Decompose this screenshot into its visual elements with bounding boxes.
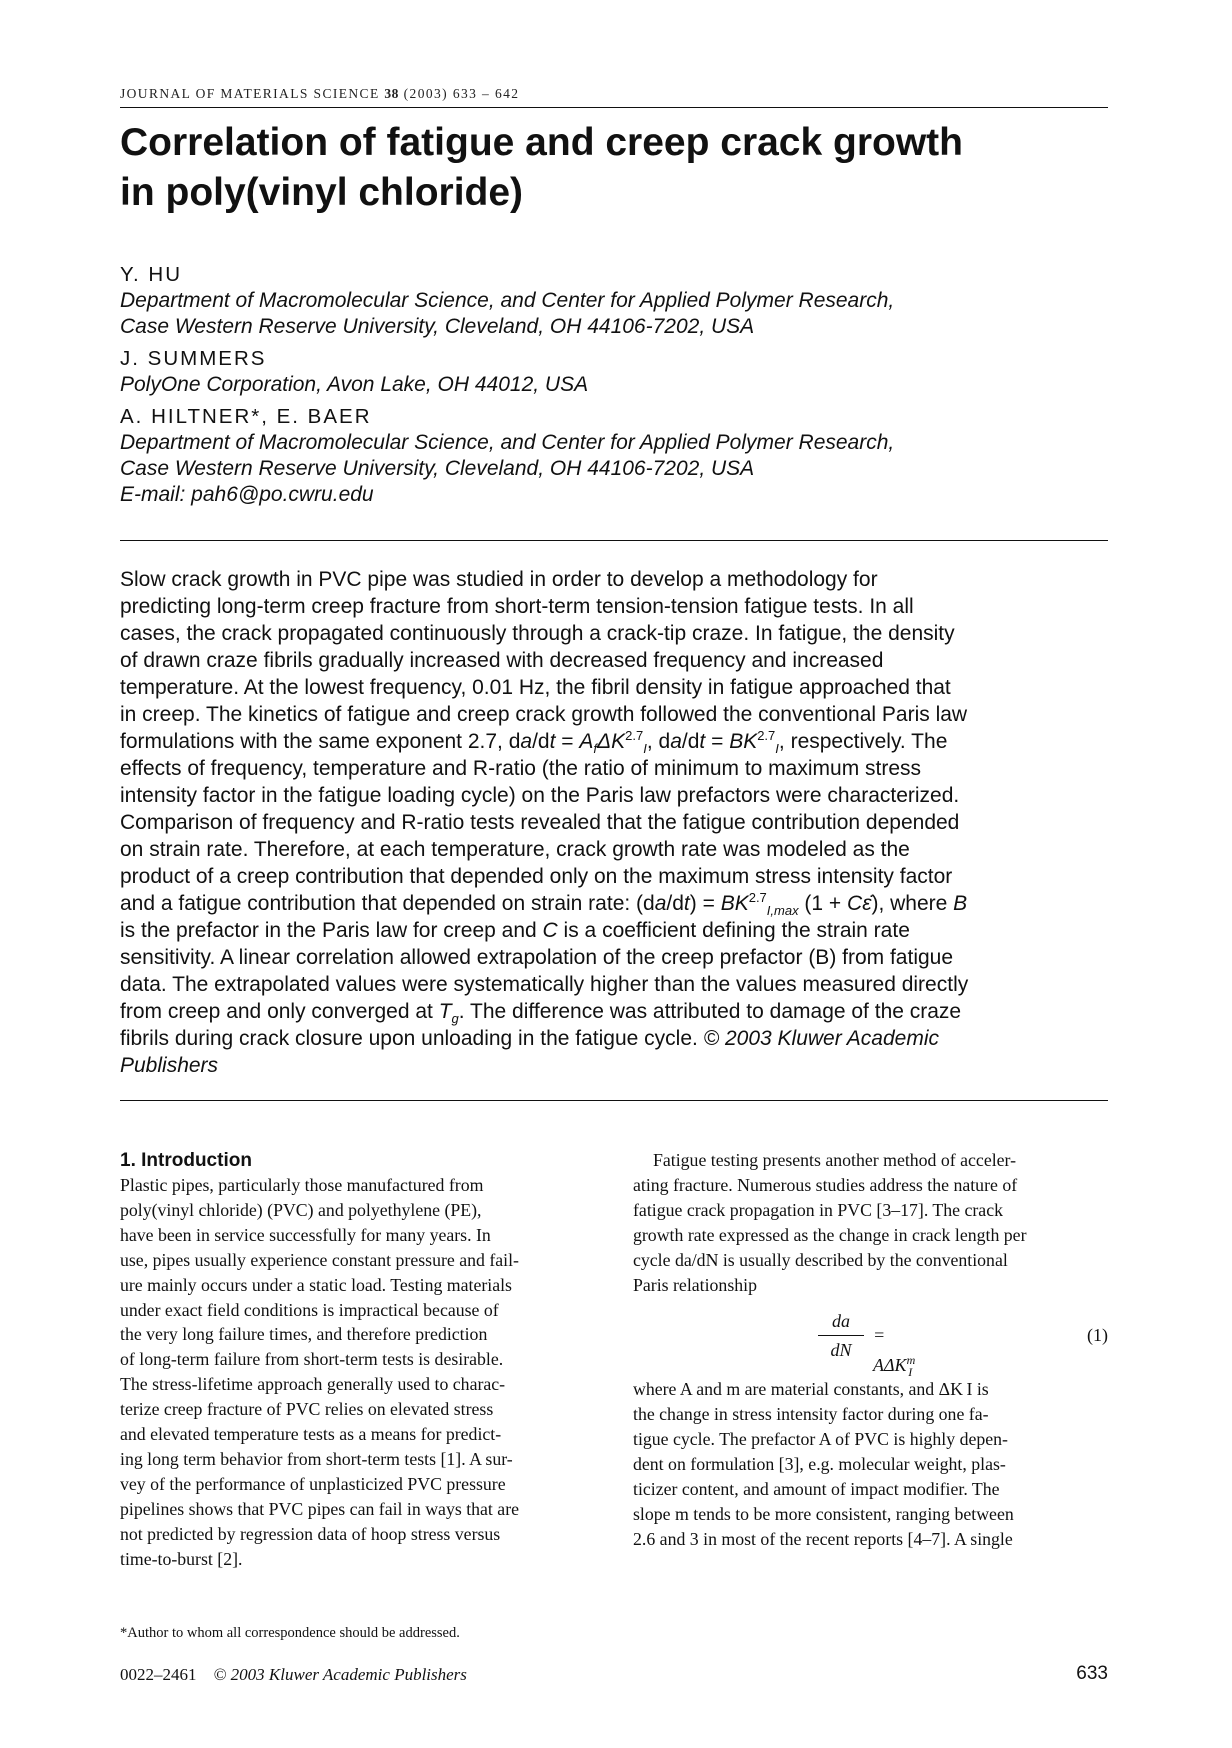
body-line: slope m tends to be more consistent, ranging between xyxy=(633,1503,1014,1524)
paper-title xyxy=(120,118,1108,218)
author-entry xyxy=(120,262,1108,340)
body-line: of long-term failure from short-term tests is desirable. xyxy=(120,1349,504,1370)
body-line: ticizer content, and amount of impact modifier. The xyxy=(633,1479,1000,1500)
abstract-line: on strain rate. Therefore, at each temperature, crack growth rate was modeled as the xyxy=(120,838,910,861)
footer-citation xyxy=(120,1665,467,1685)
fraction-denominator: dN xyxy=(830,1340,852,1361)
title-line-2: in poly(vinyl chloride) xyxy=(120,171,524,214)
abstract-line: product of a creep contribution that depended only on the maximum stress intensity factor xyxy=(120,865,953,888)
abstract-line: sensitivity. A linear correlation allowed extrapolation of the creep prefactor (B) from fatigue xyxy=(120,946,954,969)
body-line: Paris relationship xyxy=(633,1274,757,1295)
abstract-line: intensity factor in the fatigue loading cycle) on the Paris law prefactors were characterized. xyxy=(120,784,960,807)
body-line: growth rate expressed as the change in crack length per xyxy=(633,1224,1027,1245)
fraction-bar xyxy=(818,1335,864,1336)
body-line: Fatigue testing presents another method of acceler- xyxy=(653,1150,1017,1170)
abstract-line: and a fatigue contribution that depended on strain rate: $(da/dt) = BK^{2.7}_{I,max}$ (1 + Cε̇), where B xyxy=(120,890,968,919)
title-line-1: Correlation of fatigue and creep crack growth xyxy=(120,121,963,164)
abstract-bottom-rule xyxy=(120,1100,1108,1101)
author-name: J. SUMMERS xyxy=(120,347,267,370)
abstract xyxy=(120,566,1108,1079)
body-line: and elevated temperature tests as a means for predict- xyxy=(120,1424,502,1445)
issn: 0022–2461 xyxy=(120,1665,197,1684)
author-entry xyxy=(120,346,1108,398)
abstract-line: cases, the crack propagated continuously through a crack-tip craze. In fatigue, the density xyxy=(120,622,955,645)
journal-volume: 38 xyxy=(384,86,399,101)
left-column xyxy=(120,1148,595,1572)
abstract-line: fibrils during crack closure upon unloading in the fatigue cycle. © 2003 Kluwer Academic xyxy=(120,1027,939,1050)
author-name: A. HILTNER*, E. BAER xyxy=(120,405,372,428)
body-line: fatigue crack propagation in PVC [3–17]. The crack xyxy=(633,1199,1003,1220)
abstract-line: in creep. The kinetics of fatigue and creep crack growth followed the conventional Paris law xyxy=(120,703,968,726)
body-line: Plastic pipes, particularly those manufactured from xyxy=(120,1175,484,1195)
author-email: E-mail: pah6@po.cwru.edu xyxy=(120,483,374,506)
author-list xyxy=(120,262,1108,514)
journal-name: JOURNAL OF MATERIALS SCIENCE xyxy=(120,86,380,101)
abstract-line: Publishers xyxy=(120,1054,219,1077)
abstract-line: of drawn craze fibrils gradually increased with decreased frequency and increased xyxy=(120,649,884,672)
footnote: *Author to whom all correspondence should be addressed. xyxy=(120,1625,460,1641)
abstract-line: temperature. At the lowest frequency, 0.01 Hz, the fibril density in fatigue approached that xyxy=(120,676,951,699)
body-line: tigue cycle. The prefactor A of PVC is highly depen- xyxy=(633,1429,1008,1450)
body-line: the very long failure times, and therefore prediction xyxy=(120,1324,488,1345)
footer-copyright: © 2003 Kluwer Academic Publishers xyxy=(213,1665,467,1684)
author-affiliation: Department of Macromolecular Science, and Center for Applied Polymer Research, xyxy=(120,289,895,312)
abstract-line: Slow crack growth in PVC pipe was studied in order to develop a methodology for xyxy=(120,568,878,591)
journal-year-pages: (2003) 633 – 642 xyxy=(403,86,520,101)
body-line: pipelines shows that PVC pipes can fail in ways that are xyxy=(120,1498,520,1519)
abstract-line: formulations with the same exponent 2.7, $da/dt = A_f\Delta K^{2.7}_I$, $da/dt = BK^{2.7}_I$, respectively. The xyxy=(120,728,948,757)
body-line: 2.6 and 3 in most of the recent reports [4–7]. A single xyxy=(633,1528,1013,1549)
abstract-line: effects of frequency, temperature and R-ratio (the ratio of minimum to maximum stress xyxy=(120,757,922,780)
abstract-line: data. The extrapolated values were systematically higher than the values measured directly xyxy=(120,973,969,996)
abstract-line: Comparison of frequency and R-ratio tests revealed that the fatigue contribution depended xyxy=(120,811,960,834)
author-name: Y. HU xyxy=(120,263,183,286)
body-line: ing long term behavior from short-term tests [1]. A sur- xyxy=(120,1448,513,1469)
abstract-line: is the prefactor in the Paris law for creep and C is a coefficient defining the strain rate xyxy=(120,919,910,942)
page-number: 633 xyxy=(1076,1663,1108,1684)
body-line: time-to-burst [2]. xyxy=(120,1548,243,1569)
author-affiliation: Department of Macromolecular Science, and Center for Applied Polymer Research, xyxy=(120,431,895,454)
abstract-line: predicting long-term creep fracture from short-term tension-tension fatigue tests. In all xyxy=(120,595,914,618)
section-heading: 1. Introduction xyxy=(120,1150,252,1171)
equation-1 xyxy=(633,1305,1108,1379)
body-line: dent on formulation [3], e.g. molecular weight, plas- xyxy=(633,1454,1006,1475)
abstract-top-rule xyxy=(120,540,1108,541)
right-column xyxy=(633,1148,1108,1552)
header-rule xyxy=(120,107,1108,108)
fraction-numerator: da xyxy=(832,1311,850,1332)
body-line: where A and m are material constants, and ΔK I is xyxy=(633,1379,989,1400)
body-line: poly(vinyl chloride) (PVC) and polyethylene (PE), xyxy=(120,1199,482,1220)
equation-rhs: = $A\Delta K^m_I$ xyxy=(873,1325,916,1379)
body-line: not predicted by regression data of hoop stress versus xyxy=(120,1523,501,1544)
abstract-line: from creep and only converged at $T_g$. The difference was attributed to damage of the craze xyxy=(120,1000,962,1027)
body-line: under exact field conditions is impractical because of xyxy=(120,1299,499,1320)
author-affiliation: Case Western Reserve University, Cleveland, OH 44106-7202, USA xyxy=(120,457,755,480)
body-line: vey of the performance of unplasticized PVC pressure xyxy=(120,1473,506,1494)
body-line: terize creep fracture of PVC relies on elevated stress xyxy=(120,1399,494,1420)
body-line: ure mainly occurs under a static load. Testing materials xyxy=(120,1274,512,1295)
body-line: the change in stress intensity factor during one fa- xyxy=(633,1404,989,1425)
author-entry xyxy=(120,404,1108,508)
body-line: cycle da/dN is usually described by the conventional xyxy=(633,1249,1008,1270)
equation-number: (1) xyxy=(1087,1325,1108,1346)
body-line: The stress-lifetime approach generally used to charac- xyxy=(120,1374,506,1395)
author-affiliation: PolyOne Corporation, Avon Lake, OH 44012, USA xyxy=(120,373,589,396)
copyright-notice: © 2003 Kluwer Academic xyxy=(703,1027,939,1050)
equation-fraction xyxy=(818,1309,864,1362)
paper-page xyxy=(120,0,1108,1748)
body-line: use, pipes usually experience constant pressure and fail- xyxy=(120,1249,519,1270)
author-affiliation: Case Western Reserve University, Cleveland, OH 44106-7202, USA xyxy=(120,315,755,338)
body-line: have been in service successfully for many years. In xyxy=(120,1224,491,1245)
journal-header xyxy=(120,86,1108,102)
body-line: ating fracture. Numerous studies address the nature of xyxy=(633,1174,1018,1195)
